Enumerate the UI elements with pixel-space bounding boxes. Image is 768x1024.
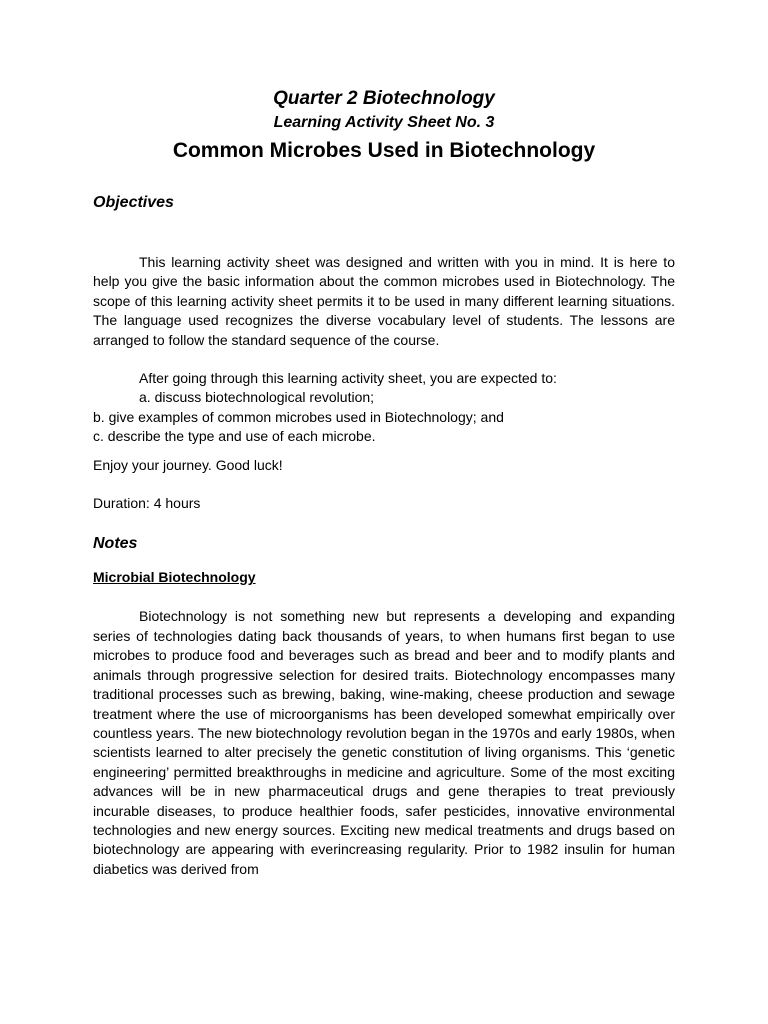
duration-line: Duration: 4 hours: [93, 495, 201, 512]
objectives-intro: After going through this learning activity sheet, you are expected to:: [139, 370, 557, 387]
closing-line: Enjoy your journey. Good luck!: [93, 456, 283, 473]
quarter-title: Quarter 2 Biotechnology: [273, 88, 495, 109]
notes-paragraph: Biotechnology is not something new but represents a developing and expanding series of technologies dating back thousands of years, to when humans first began to use microbes to produce food and beverages such as bread and beer and to modify plants and animals through progressive selection for desired traits. Biotechnology encompasses many traditional processes such as brewing, baking, wine-making, cheese production and sewage treatment where the use of microorganisms has been developed somewhat empirically over countless years. The new biotechnology revolution began in the 1970s and early 1980s, when scientists learned to alter precisely the genetic constitution of living organisms. This ‘genetic engineering’ permitted breakthroughs in medicine and agriculture. Some of the most exciting advances will be in new pharmaceutical drugs and gene therapies to treat previously incurable diseases, to produce healthier foods, safer pesticides, innovative environmental technologies and new energy sources. Exciting new medical treatments and drugs based on biotechnology are appearing with everincreasing regularity. Prior to 1982 insulin for human diabetics was derived from: [93, 608, 675, 877]
microbial-biotechnology-heading: Microbial Biotechnology: [93, 569, 256, 586]
notes-heading: Notes: [93, 535, 138, 553]
objective-item-b: b. give examples of common microbes used in Biotechnology; and: [93, 408, 504, 425]
objective-item-a: a. discuss biotechnological revolution;: [139, 389, 375, 406]
document-page: [93, 86, 675, 879]
objectives-heading: Objectives: [93, 194, 174, 211]
sheet-subtitle: Learning Activity Sheet No. 3: [273, 114, 495, 131]
objective-item-c: c. describe the type and use of each microbe.: [93, 428, 376, 445]
objectives-paragraph: This learning activity sheet was designed and written with you in mind. It is here to help you give the basic information about the common microbes used in Biotechnology. The scope of this learning activity sheet permits it to be used in many different learning situations. The language used recognizes the diverse vocabulary level of students. The lessons are arranged to follow the standard sequence of the course.: [93, 254, 675, 348]
main-title: Common Microbes Used in Biotechnology: [172, 139, 596, 162]
